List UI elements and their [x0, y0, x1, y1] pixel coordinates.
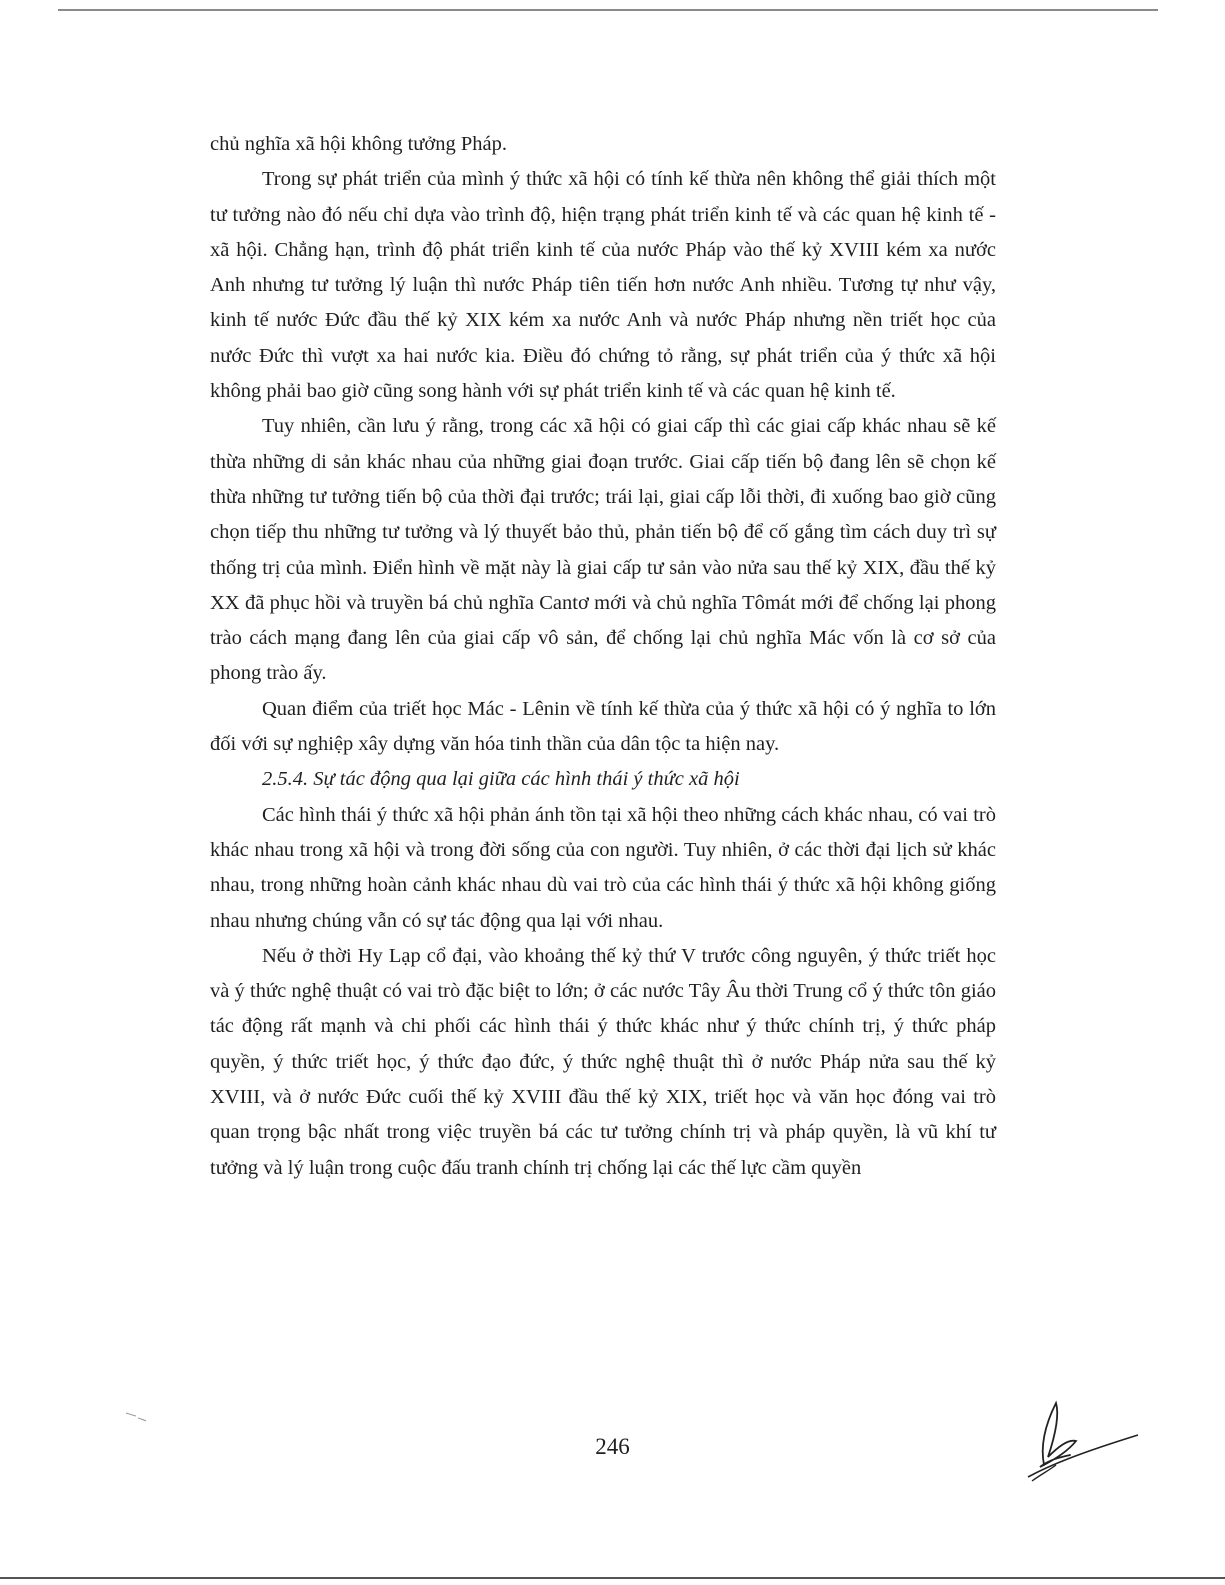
handwritten-signature-icon — [1010, 1395, 1150, 1485]
page-body — [210, 127, 996, 1186]
paragraph-continuation: chủ nghĩa xã hội không tưởng Pháp. — [210, 133, 507, 155]
top-scan-border — [58, 9, 1158, 11]
paragraph-marxist-view: Quan điểm của triết học Mác - Lênin về tính kế thừa của ý thức xã hội có ý nghĩa to lớn đối với sự nghiệp xây dựng văn hóa tinh thần của dân tộc ta hiện nay. — [210, 697, 996, 756]
paragraph-historical-examples: Nếu ở thời Hy Lạp cổ đại, vào khoảng thế kỷ thứ V trước công nguyên, ý thức triết học và ý thức nghệ thuật có vai trò đặc biệt to lớn; ở các nước Tây Âu thời Trung cổ ý thức tôn giáo tác động rất mạnh và chi phối các hình thái ý thức khác như ý thức chính trị, ý thức pháp quyền, ý thức triết học, ý thức đạo đức, ý thức nghệ thuật thì ở nước Pháp nửa sau thế kỷ XVIII, và ở nước Đức cuối thế kỷ XVIII đầu thế kỷ XIX, triết học và văn học đóng vai trò quan trọng bậc nhất trong việc truyền bá các tư tưởng chính trị và pháp quyền, là vũ khí tư tưởng và lý luận trong cuộc đấu tranh chính trị chống lại các thế lực cầm quyền — [210, 944, 996, 1179]
paragraph-class-inheritance: Tuy nhiên, cần lưu ý rằng, trong các xã hội có giai cấp thì các giai cấp khác nhau sẽ kế thừa những di sản khác nhau của những giai đoạn trước. Giai cấp tiến bộ đang lên sẽ chọn kế thừa những tư tưởng tiến bộ của thời đại trước; trái lại, giai cấp lỗi thời, đi xuống bao giờ cũng chọn tiếp thu những tư tưởng và lý thuyết bảo thủ, phản tiến bộ để cố gắng tìm cách duy trì sự thống trị của mình. Điển hình về mặt này là giai cấp tư sản vào nửa sau thế kỷ XIX, đầu thế kỷ XX đã phục hồi và truyền bá chủ nghĩa Cantơ mới và chủ nghĩa Tômát mới để chống lại phong trào cách mạng đang lên của giai cấp vô sản, để chống lại chủ nghĩa Mác vốn là cơ sở của phong trào ấy. — [210, 415, 996, 685]
page-number: 246 — [595, 1434, 630, 1459]
section-heading: 2.5.4. Sự tác động qua lại giữa các hình thái ý thức xã hội — [262, 768, 740, 791]
paragraph-forms-interaction: Các hình thái ý thức xã hội phản ánh tồn tại xã hội theo những cách khác nhau, có vai trò khác nhau trong xã hội và trong đời sống của con người. Tuy nhiên, ở các thời đại lịch sử khác nhau, trong những hoàn cảnh khác nhau dù vai trò của các hình thái ý thức xã hội không giống nhau nhưng chúng vẫn có sự tác động qua lại với nhau. — [210, 803, 996, 932]
scan-speck — [124, 1410, 154, 1424]
paragraph-inheritance: Trong sự phát triển của mình ý thức xã hội có tính kế thừa nên không thể giải thích một tư tưởng nào đó nếu chỉ dựa vào trình độ, hiện trạng phát triển kinh tế và các quan hệ kinh tế - xã hội. Chẳng hạn, trình độ phát triển kinh tế của nước Pháp vào thế kỷ XVIII kém xa nước Anh nhưng tư tưởng lý luận thì nước Pháp tiên tiến hơn nước Anh nhiều. Tương tự như vậy, kinh tế nước Đức đầu thế kỷ XIX kém xa nước Anh và nước Pháp nhưng nền triết học của nước Đức thì vượt xa hai nước kia. Điều đó chứng tỏ rằng, sự phát triển của ý thức xã hội không phải bao giờ cũng song hành với sự phát triển kinh tế và các quan hệ kinh tế. — [210, 168, 996, 403]
bottom-scan-border — [0, 1577, 1225, 1579]
